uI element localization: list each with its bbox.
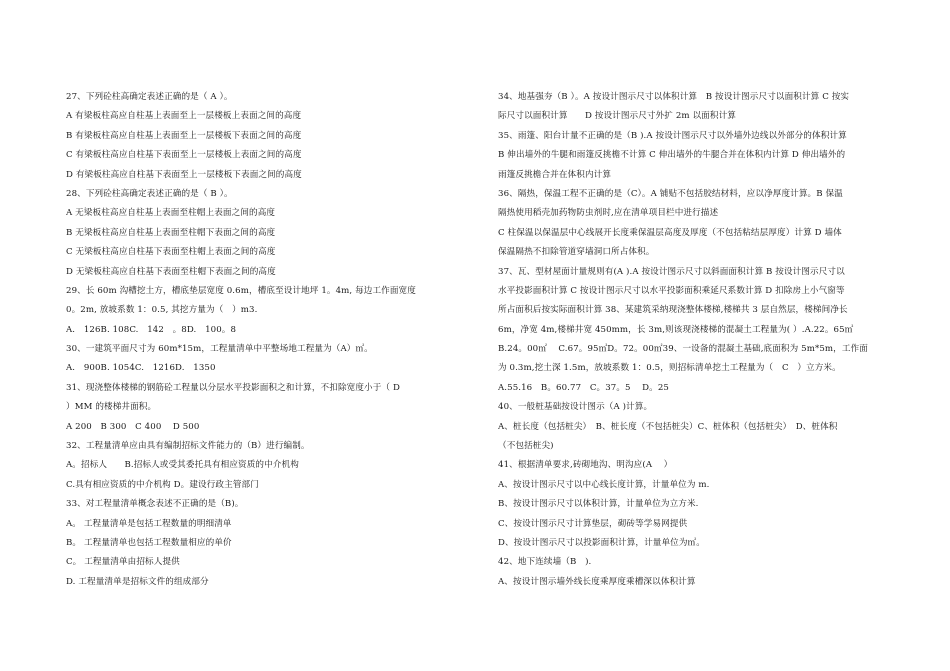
text-line: （不包括桩尖) [498,441,554,452]
text-line: 41、根据清单要求,砖砌地沟、明沟应(A ） [498,460,673,471]
text-line: B.24。00㎡ C.67。95㎡D。72。00㎡39、一设备的混凝土基础,底面积为 5m*5m，工作面 [498,344,868,355]
text-line: A.55.16 B。60.77 C。37。5 D。25 [498,382,669,393]
text-line: B 有梁板柱高应自柱基上表面至上一层楼板下表面之间的高度 [66,130,302,141]
text-line: 保温隔热不扣除管道穿墙洞口所占体积。 [498,247,655,258]
text-line: ）MM 的楼梯井面积。 [66,402,157,413]
text-line: 37、瓦、型材屋面计量规则有(A ).A 按设计图示尺寸以斜面面积计算 B 按设计图示尺寸以 [498,266,845,277]
text-line: C 无梁板柱高应自柱基下表面至柱帽上表面之间的高度 [66,247,276,258]
text-line: 6m，净宽 4m,楼梯井宽 450mm，长 3m,则该现浇楼梯的混凝土工程量为( ）.A.22。65㎡ [498,324,854,335]
text-line: 30、一建筑平面尺寸为 60m*15m，工程量清单中平整场地工程量为（A）㎡。 [66,344,373,355]
text-line: A 200 B 300 C 400 D 500 [66,421,200,432]
text-line: C。 工程量清单由招标人提供 [66,557,180,568]
text-line: 隔热使用稻壳加药物防虫剂时,应在清单项目栏中进行描述 [498,208,719,219]
text-line: 29、长 60m 沟槽挖土方，槽底垫层宽度 0.6m，槽底至设计地坪 1。4m, 每边工作面宽度 [66,285,416,296]
text-line: A、按设计图示尺寸以中心线长度计算，计量单位为 m. [498,479,710,490]
text-line: 所占面积后按实际面积计算 38、某建筑采纳现浇整体楼梯,楼梯共 3 层自然层，楼梯间净长 [498,305,848,316]
text-line: A 有梁板柱高应自柱基上表面至上一层楼板上表面之间的高度 [66,111,302,122]
text-line: 31、现浇整体楼梯的钢筋砼工程量以分层水平投影面积之和计算，不扣除宽度小于（ D [66,382,400,393]
text-line: B。 工程量清单也包括工程数量相应的单价 [66,537,232,548]
text-line: 40、一般桩基础按设计图示（A )计算。 [498,402,653,413]
text-line: A。 工程量清单是包括工程数量的明细清单 [66,518,232,529]
left-column [66,88,454,592]
text-line: C 有梁板柱高应自柱基下表面至上一层楼板上表面之间的高度 [66,150,302,161]
text-line: C.具有相应资质的中介机构 D。建设行政主管部门 [66,479,259,490]
text-line: D、按设计图示尺寸以投影面积计算，计量单位为㎡。 [498,537,705,548]
text-line: D. 工程量清单是招标文件的组成部分 [66,576,209,587]
text-line: 34、地基强夯（B ）。A 按设计图示尺寸以体积计算 B 按设计图示尺寸以面积计算 C 按实 [498,92,850,102]
text-line: 0。2m, 放坡系数 1：0.5, 其挖方量为（ ）m3. [66,305,258,316]
text-line: A. 126B. 108C. 142 。8D. 100。8 [66,324,237,335]
text-line: D 无梁板柱高应自柱基下表面至柱帽下表面之间的高度 [66,266,276,277]
text-line: 27、下列砼柱高确定表述正确的是（ A ）。 [66,92,233,102]
text-line: B 无梁板柱高应自柱基上表面至柱帽下表面之间的高度 [66,227,276,238]
text-line: 28、下列砼柱高确定表述正确的是（ B ）。 [66,188,233,199]
text-line: A、桩长度（包括桩尖） B、桩长度（不包括桩尖）C、桩体积（包括桩尖） D、桩体积 [498,421,838,432]
text-line: B 伸出墙外的牛腿和雨篷反挑檐不计算 C 伸出墙外的牛腿合并在体积内计算 D 伸出墙外的 [498,150,846,161]
text-line: A. 900B. 1054C. 1216D. 1350 [66,363,216,374]
text-line: A、按设计图示墙外线长度乘厚度乘槽深以体积计算 [498,576,696,587]
text-line: 33、对工程量清单概念表述不正确的是（B)。 [66,499,244,510]
text-line: 际尺寸以面积计算 D 按设计图示尺寸外扩 2m 以面积计算 [498,111,736,122]
text-line: 为 0.3m,挖土深 1.5m，放坡系数 1：0.5，则招标清单挖土工程量为（ C ）立方米。 [498,363,841,374]
text-line: C 柱保温以保温层中心线展开长度乘保温层高度及厚度（不包括粘结层厚度）计算 D 墙体 [498,227,842,238]
text-line: 32、工程量清单应由具有编制招标文件能力的（B）进行编制。 [66,441,310,452]
text-line: C、按设计图示尺寸计算垫层，砌砖等学易网提供 [498,518,688,529]
text-line: 水平投影面积计算 C 按设计图示尺寸以水平投影面积乘延尺系数计算 D 扣除房上小气窗等 [498,285,845,296]
right-column [498,88,890,592]
text-line: B、按设计图示尺寸以体积计算，计量单位为立方米. [498,499,699,510]
text-line: 42、地下连续墙（B ). [498,557,592,568]
text-line: A 无梁板柱高应自柱基上表面至柱帽上表面之间的高度 [66,208,276,219]
text-line: 雨篷反挑檐合并在体积内计算 [498,169,612,180]
text-line: 35、雨篷、阳台计量不正确的是（B ).A 按设计图示尺寸以外墙外边线以外部分的体积计算 [498,130,847,141]
text-line: A。招标人 B.招标人或受其委托具有相应资质的中介机构 [66,460,299,471]
text-line: D 有梁板柱高应自柱基下表面至上一层楼板下表面之间的高度 [66,169,302,180]
text-line: 36、隔热，保温工程不正确的是（C）。A 铺贴不包括胶结材料，应以净厚度计算。B 保温 [498,188,843,199]
